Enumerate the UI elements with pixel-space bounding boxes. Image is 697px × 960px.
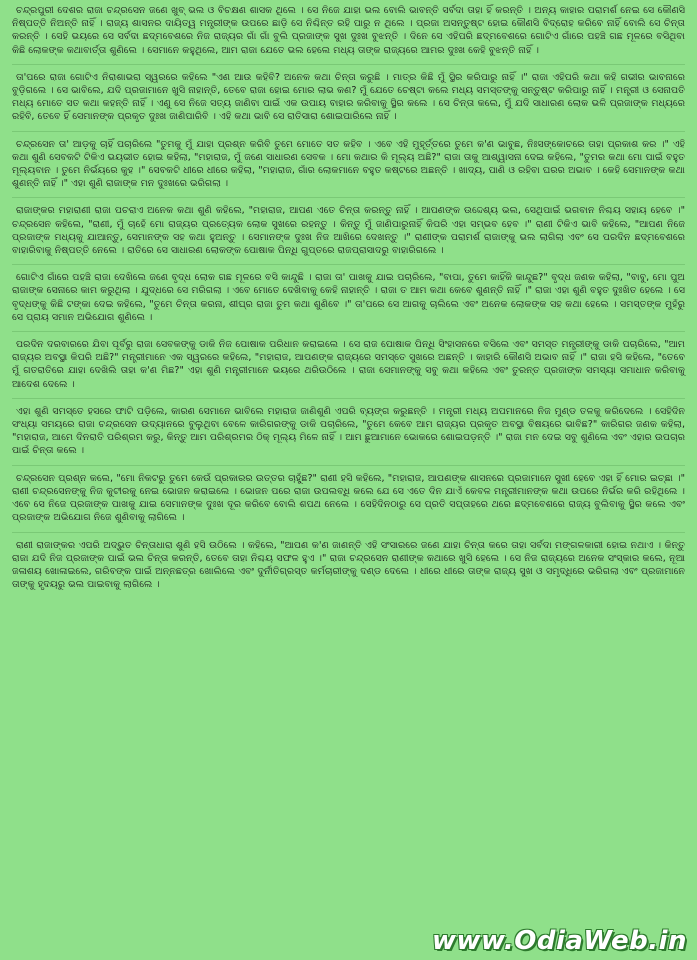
paragraph-divider	[12, 465, 685, 466]
paragraph-divider	[12, 197, 685, 198]
paragraph-divider	[12, 331, 685, 332]
story-paragraph-2: ତା'ପରେ ରାଜା ଗୋଟିଏ ନିରାଶାଭରା ସ୍ୱରରେ କହିଲେ "ଏଣ ଆଉ କହିବି? ଅନେକ କଥା ଚିନ୍ତା କରୁଛି । ମାତ୍ର କିଛି ମୁଁ ସ୍ଥିର କରିପାରୁ ନାହିଁ ।" ରାଜା ଏହିପରି କଥା କହି ଗଭୀର ଭାବନାରେ ବୁଡ଼ିଗଲେ । ସେ ଭାବିଲେ, ଯଦି ପ୍ରଜାମାନେ ଖୁସି ନାହାନ୍ତି, ତେବେ ରାଜା ହୋଇ ମୋର ଲାଭ କଣ? ମୁଁ ଯେତେ ଚେଷ୍ଟା କଲେ ମଧ୍ୟ ସମସ୍ତଙ୍କୁ ସନ୍ତୁଷ୍ଟ କରିପାରୁ ନାହିଁ । ମନ୍ତ୍ରୀ ଓ ସେନାପତି ମଧ୍ୟ ମୋତେ ସତ କଥା କହନ୍ତି ନାହିଁ । ଏଣୁ ସେ ନିଜେ ସତ୍ୟ ଜାଣିବା ପାଇଁ ଏକ ଉପାୟ ବାହାର କରିବାକୁ ସ୍ଥିର କଲେ । ସେ ଚିନ୍ତା କଲେ, ମୁଁ ଯଦି ସାଧାରଣ ଲୋକ ଭଳି ପ୍ରଜାଙ୍କ ମଧ୍ୟରେ ରହିବି, ତେବେ ହିଁ ସେମାନଙ୍କ ପ୍ରକୃତ ଦୁଃଖ ଜାଣିପାରିବି । ଏହି କଥା ଭାବି ସେ ରାତିସାରା ଶୋଇପାରିଲେ ନାହିଁ ।	[12, 71, 685, 123]
paragraph-divider	[12, 398, 685, 399]
story-paragraph-3: ଚନ୍ଦ୍ରସେନ ତା' ଆଡ଼କୁ ଚାହିଁ ପଚାରିଲେ "ତୁମକୁ ମୁଁ ଯାହା ପ୍ରଶ୍ନ କରିବି ତୁମେ ମୋତେ ସତ କହିବ । ଏବେ ଏହି ମୁହୂର୍ତ୍ତରେ ତୁମେ କ'ଣ ଭାବୁଛ, ନିଃସଙ୍କୋଚରେ ତାହା ପ୍ରକାଶ କର ।" ଏହି କଥା ଶୁଣି ସେବକଟି ଟିକିଏ ଭୟଭୀତ ହୋଇ କହିଲା, "ମହାରାଜ, ମୁଁ ଜଣେ ସାଧାରଣ ସେବକ । ମୋ କଥାର କି ମୂଲ୍ୟ ଅଛି?" ରାଜା ତାକୁ ଆଶ୍ୱାସନା ଦେଇ କହିଲେ, "ତୁମର କଥା ମୋ ପାଇଁ ବହୁତ ମୂଲ୍ୟବାନ । ତୁମେ ନିର୍ଭୟରେ କୁହ ।" ସେବକଟି ଧୀରେ ଧୀରେ କହିଲା, "ମହାରାଜ, ଗାଁର ଲୋକମାନେ ବହୁତ କଷ୍ଟରେ ଅଛନ୍ତି । ଖାଦ୍ୟ, ପାଣି ଓ ରହିବା ଘରର ଅଭାବ । କେହି ସେମାନଙ୍କ କଥା ଶୁଣନ୍ତି ନାହିଁ ।" ଏହା ଶୁଣି ରାଜାଙ୍କ ମନ ଦୁଃଖରେ ଭରିଗଲା ।	[12, 138, 685, 190]
story-paragraph-6: ପରଦିନ ଦରବାରରେ ଯିବା ପୂର୍ବରୁ ରାଜା ସେବକଙ୍କୁ ଡାକି ନିଜ ପୋଷାକ ପରିଧାନ କରାଇଲେ । ସେ ରାଜ ପୋଷାକ ପିନ୍ଧି ସିଂହାସନରେ ବସିଲେ ଏବଂ ସମସ୍ତ ମନ୍ତ୍ରୀଙ୍କୁ ଡାକି ପଚାରିଲେ, "ଆମ ରାଜ୍ୟର ଅବସ୍ଥା କିପରି ଅଛି?" ମନ୍ତ୍ରୀମାନେ ଏକ ସ୍ୱରରେ କହିଲେ, "ମହାରାଜ, ଆପଣଙ୍କ ରାଜ୍ୟରେ ସମସ୍ତେ ସୁଖରେ ଅଛନ୍ତି । କାହାରି କୌଣସି ଅଭାବ ନାହିଁ ।" ରାଜା ହସି କହିଲେ, "ତେବେ ମୁଁ ଗତରାତିରେ ଯାହା ଦେଖିଲି ତାହା କ'ଣ ମିଛ?" ଏହା ଶୁଣି ମନ୍ତ୍ରୀମାନେ ଭୟରେ ଥରିଉଠିଲେ । ରାଜା ସେମାନଙ୍କୁ ସବୁ କଥା କହିଲେ ଏବଂ ତୁରନ୍ତ ପ୍ରଜାଙ୍କ ସମସ୍ୟା ସମାଧାନ କରିବାକୁ ଆଦେଶ ଦେଲେ ।	[12, 339, 685, 390]
story-paragraph-5: ଗୋଟିଏ ଗାଁରେ ପହଞ୍ଚି ରାଜା ଦେଖିଲେ ଜଣେ ବୃଦ୍ଧ ଲୋକ ଗଛ ମୂଳରେ ବସି କାନ୍ଦୁଛି । ରାଜା ତା' ପାଖକୁ ଯାଇ ପଚାରିଲେ, "ବାପା, ତୁମେ କାହିଁକି କାନ୍ଦୁଛ?" ବୃଦ୍ଧ ଜଣକ କହିଲା, "ବାବୁ, ମୋ ପୁଅ ରାଜାଙ୍କ ସେନାରେ କାମ କରୁଥିଲା । ଯୁଦ୍ଧରେ ସେ ମରିଗଲା । ଏବେ ମୋତେ ଦେଖିବାକୁ କେହି ନାହାନ୍ତି । ରାଜା ତ ଆମ କଥା କେବେ ଶୁଣନ୍ତି ନାହିଁ ।" ରାଜା ଏହା ଶୁଣି ବହୁତ ଦୁଃଖିତ ହେଲେ । ସେ ବୃଦ୍ଧଙ୍କୁ କିଛି ଟଙ୍କା ଦେଇ କହିଲେ, "ତୁମେ ଚିନ୍ତା କରନା, ଶୀଘ୍ର ରାଜା ତୁମ କଥା ଶୁଣିବେ ।" ତା'ପରେ ସେ ଆଗକୁ ଚାଲିଲେ ଏବଂ ଅନେକ ଲୋକଙ୍କ ସହ କଥା ହେଲେ । ସମସ୍ତଙ୍କ ମୁହଁରୁ ସେ ପ୍ରାୟ ସମାନ ଅଭିଯୋଗ ଶୁଣିଲେ ।	[12, 272, 685, 323]
paragraph-divider	[12, 64, 685, 65]
story-paragraph-9: ରାଣୀ ରାଜାଙ୍କର ଏପରି ଅଦ୍ଭୁତ ଚିନ୍ତାଧାରା ଶୁଣି ହସି ଉଠିଲେ । କହିଲେ, "ଆପଣ କ'ଣ ଜାଣନ୍ତି ଏହି ସଂସାରରେ ଜଣେ ଯାହା ଚିନ୍ତା କରେ ତାହା ସର୍ବଦା ମଙ୍ଗଳକାରୀ ହୋଇ ନଥାଏ । କିନ୍ତୁ ରାଜା ଯଦି ନିଜ ପ୍ରଜାଙ୍କ ପାଇଁ ଭଲ ଚିନ୍ତା କରନ୍ତି, ତେବେ ତାହା ନିଶ୍ଚୟ ସଫଳ ହୁଏ ।" ରାଜା ଚନ୍ଦ୍ରସେନ ରାଣୀଙ୍କ କଥାରେ ଖୁସି ହେଲେ । ସେ ନିଜ ରାଜ୍ୟରେ ଅନେକ ସଂସ୍କାର କଲେ, ନୂଆ ଜଳାଶୟ ଖୋଳାଇଲେ, ଗରିବଙ୍କ ପାଇଁ ଅନ୍ନଛତ୍ର ଖୋଲିଲେ ଏବଂ ଦୁର୍ନୀତିଗ୍ରସ୍ତ କର୍ମଚାରୀଙ୍କୁ ଦଣ୍ଡ ଦେଲେ । ଧୀରେ ଧୀରେ ତାଙ୍କ ରାଜ୍ୟ ସୁଖ ଓ ସମୃଦ୍ଧିରେ ଭରିଗଲା ଏବଂ ପ୍ରଜାମାନେ ତାଙ୍କୁ ହୃଦୟରୁ ଭଲ ପାଇବାକୁ ଲାଗିଲେ ।	[12, 539, 685, 591]
site-watermark: www.OdiaWeb.in	[431, 926, 687, 956]
story-paragraph-7: ଏହା ଶୁଣି ସମସ୍ତେ ହସରେ ଫାଟି ପଡ଼ିଲେ, କାରଣ ସେମାନେ ଭାବିଲେ ମହାରାଜ ଜାଣିଶୁଣି ଏପରି ବ୍ୟଙ୍ଗ କରୁଛନ୍ତି । ମନ୍ତ୍ରୀ ମଧ୍ୟ ଅପମାନରେ ନିଜ ମୁଣ୍ଡ ତଳକୁ କରିଦେଲେ । ସେହିଦିନ ସଂଧ୍ୟା ସମୟରେ ରାଜା ଚନ୍ଦ୍ରସେନ ଉଦ୍ୟାନରେ ବୁଲୁଥିବା ବେଳେ କାରିଗରଙ୍କୁ ଡାକି ପଚାରିଲେ, "ତୁମେ କେବେ ଆମ ରାଜ୍ୟର ପ୍ରକୃତ ଅବସ୍ଥା ବିଷୟରେ ଭାବିଛ?" କାରିଗର ଜଣକ କହିଲା, "ମହାରାଜ, ଆମେ ଦିନରାତି ପରିଶ୍ରମ କରୁ, କିନ୍ତୁ ଆମ ପରିଶ୍ରମର ଠିକ୍ ମୂଲ୍ୟ ମିଳେ ନାହିଁ । ଆମ ଛୁଆମାନେ ଭୋକରେ ଶୋଇପଡ଼ନ୍ତି ।" ରାଜା ମନ ଦେଇ ସବୁ ଶୁଣିଲେ ଏବଂ ଏହାର ଉପଚାର ପାଇଁ ଚିନ୍ତା କଲେ ।	[12, 405, 685, 457]
story-paragraph-4: ରାଜାଙ୍କର ମହାରାଣୀ ରାଜା ପଚରାଏ ଅନେକ କଥା ଶୁଣି କହିଲେ, "ମହାରାଜ, ଆପଣ ଏତେ ଚିନ୍ତା କରନ୍ତୁ ନାହିଁ । ଆପଣଙ୍କ ଉଦ୍ଦେଶ୍ୟ ଭଲ, ସେଥିପାଇଁ ଭଗବାନ ନିଶ୍ଚୟ ସହାୟ ହେବେ ।" ଚନ୍ଦ୍ରସେନ କହିଲେ, "ରାଣୀ, ମୁଁ ଚାହେଁ ମୋ ରାଜ୍ୟର ପ୍ରତ୍ୟେକ ଲୋକ ସୁଖରେ ରହନ୍ତୁ । କିନ୍ତୁ ମୁଁ ଜାଣିପାରୁନାହିଁ କିପରି ଏହା ସମ୍ଭବ ହେବ ।" ରାଣୀ ଟିକିଏ ଭାବି କହିଲେ, "ଆପଣ ନିଜେ ପ୍ରଜାଙ୍କ ମଧ୍ୟକୁ ଯାଆନ୍ତୁ, ସେମାନଙ୍କ ସହ କଥା ହୁଅନ୍ତୁ । ସେମାନଙ୍କ ଦୁଃଖ ନିଜ ଆଖିରେ ଦେଖନ୍ତୁ ।" ରାଣୀଙ୍କ ପରାମର୍ଶ ରାଜାଙ୍କୁ ଭଲ ଲାଗିଲା ଏବଂ ସେ ପରଦିନ ଛଦ୍ମବେଶରେ ବାହାରିବାକୁ ନିଷ୍ପତ୍ତି ନେଲେ । ରାତିରେ ସେ ସାଧାରଣ ଲୋକଙ୍କ ପୋଷାକ ପିନ୍ଧି ଗୁପ୍ତରେ ରାଜପ୍ରାସାଦରୁ ବାହାରିଗଲେ ।	[12, 205, 685, 257]
paragraph-divider	[12, 532, 685, 533]
story-paragraph-1: ଚନ୍ଦ୍ରପୁରୀ ଦେଶର ରାଜା ଚନ୍ଦ୍ରସେନ ଜଣେ ଖୁବ୍ ଭଲ ଓ ବିଚକ୍ଷଣ ଶାସକ ଥିଲେ । ସେ ନିଜେ ଯାହା ଭଲ ବୋଲି ଭାବନ୍ତି ସର୍ବଦା ତାହା ହିଁ କରନ୍ତି । ଅନ୍ୟ କାହାର ପରାମର୍ଶ ନେଇ ସେ କୌଣସି ନିଷ୍ପତ୍ତି ନିଅନ୍ତି ନାହିଁ । ରାଜ୍ୟ ଶାସନର ଦାୟିତ୍ୱ ମନ୍ତ୍ରୀଙ୍କ ଉପରେ ଛାଡ଼ି ସେ ନିଶ୍ଚିନ୍ତ ରହି ପାରୁ ନ ଥିଲେ । ପ୍ରଜା ଅସନ୍ତୁଷ୍ଟ ହୋଇ କୌଣସି ବିଦ୍ରୋହ କରିବେ ନାହିଁ ବୋଲି ସେ ଚିନ୍ତା କରନ୍ତି । ସେହି ଭୟରେ ସେ ସର୍ବଦା ଛଦ୍ମବେଶରେ ନିଜ ରାଜ୍ୟର ଗାଁ ଗାଁ ବୁଲି ପ୍ରଜାଙ୍କ ସୁଖ ଦୁଃଖ ବୁଝନ୍ତି । ଦିନେ ସେ ଏହିପରି ଛଦ୍ମବେଶରେ ଗୋଟିଏ ଗାଁରେ ପହଞ୍ଚି ଗଛ ମୂଳରେ ବସିଥିବା କିଛି ଲୋକଙ୍କ କଥାବାର୍ତ୍ତା ଶୁଣିଲେ । ସେମାନେ କହୁଥିଲେ, ଆମ ରାଜା ଯେତେ ଭଲ ହେଲେ ମଧ୍ୟ ତାଙ୍କ ରାଜ୍ୟରେ ଆମର ଦୁଃଖ କେହି ବୁଝନ୍ତି ନାହିଁ ।	[12, 5, 685, 56]
paragraph-divider	[12, 264, 685, 265]
paragraph-divider	[12, 131, 685, 132]
story-paragraph-8: ଚନ୍ଦ୍ରସେନ ପ୍ରଶ୍ନ କଲେ, "ମୋ ନିକଟରୁ ତୁମେ କେଉଁ ପ୍ରକାରର ଉତ୍ତର ଚାହୁଁଛ?" ରାଣୀ ହସି କହିଲେ, "ମହାରାଜ, ଆପଣଙ୍କ ଶାସନରେ ପ୍ରଜାମାନେ ସୁଖୀ ହେବେ ଏହା ହିଁ ମୋର ଇଚ୍ଛା ।" ରାଣୀ ଚନ୍ଦ୍ରସେନଙ୍କୁ ନିଜ କୁଟୀରକୁ ନେଇ ଭୋଜନ କରାଇଲେ । ଭୋଜନ ପରେ ରାଜା ଉପଲବ୍ଧି କଲେ ଯେ ସେ ଏତେ ଦିନ ଯାଏଁ କେବଳ ମନ୍ତ୍ରୀମାନଙ୍କ କଥା ଉପରେ ନିର୍ଭର କରି ରହିଥିଲେ । ଏବେ ସେ ନିଜେ ପ୍ରଜାଙ୍କ ପାଖକୁ ଯାଇ ସେମାନଙ୍କ ଦୁଃଖ ଦୂର କରିବେ ବୋଲି ଶପଥ ନେଲେ । ସେହିଦିନଠାରୁ ସେ ପ୍ରତି ସପ୍ତାହରେ ଥରେ ଛଦ୍ମବେଶରେ ରାଜ୍ୟ ବୁଲିବାକୁ ସ୍ଥିର କଲେ ଏବଂ ପ୍ରଜାଙ୍କ ଅଭିଯୋଗ ନିଜେ ଶୁଣିବାକୁ ଲାଗିଲେ ।	[12, 472, 685, 524]
